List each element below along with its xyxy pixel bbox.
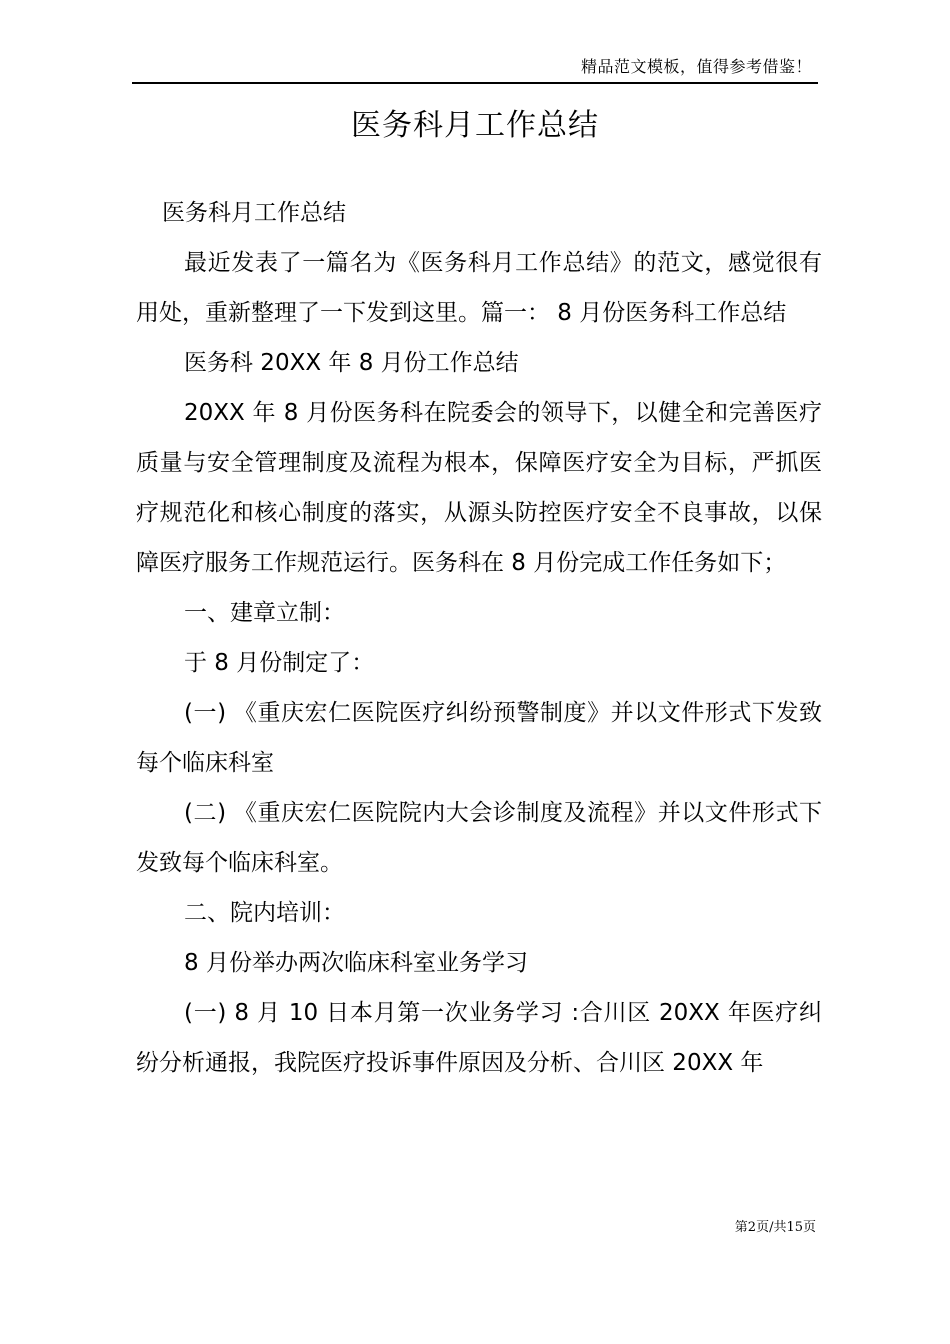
paragraph: (二) 《重庆宏仁医院院内大会诊制度及流程》并以文件形式下发致每个临床科室。 bbox=[136, 800, 822, 876]
paragraph: 医务科月工作总结 bbox=[162, 200, 346, 226]
paragraph: 一、建章立制： bbox=[184, 600, 345, 626]
paragraph: (一) 8 月 10 日本月第一次业务学习 :合川区 20XX 年医疗纠纷分析通报，我院医疗投诉事件原因及分析、合川区 20XX 年 bbox=[136, 1000, 822, 1076]
paragraph: 20XX 年 8 月份医务科在院委会的领导下，以健全和完善医疗质量与安全管理制度及流程为根本，保障医疗安全为目标，严抓医疗规范化和核心制度的落实，从源头防控医疗安全不良事故，以保障医疗服务工作规范运行。医务科在 8 月份完成工作任务如下； bbox=[136, 400, 822, 576]
paragraph: 二、院内培训： bbox=[184, 900, 345, 926]
header-note: 精品范文模板，值得参考借鉴！ bbox=[580, 57, 812, 76]
document-title: 医务科月工作总结 bbox=[351, 108, 599, 143]
paragraph: 于 8 月份制定了： bbox=[184, 650, 375, 676]
document-body bbox=[136, 188, 822, 1088]
header-rule bbox=[132, 82, 818, 84]
page-number: 第2页/共15页 bbox=[734, 1220, 816, 1235]
paragraph: 最近发表了一篇名为《医务科月工作总结》的范文，感觉很有用处，重新整理了一下发到这里。篇一： 8 月份医务科工作总结 bbox=[136, 250, 822, 326]
paragraph: 8 月份举办两次临床科室业务学习 bbox=[184, 950, 528, 976]
paragraph: (一) 《重庆宏仁医院医疗纠纷预警制度》并以文件形式下发致每个临床科室 bbox=[136, 700, 822, 776]
paragraph: 医务科 20XX 年 8 月份工作总结 bbox=[184, 350, 519, 376]
